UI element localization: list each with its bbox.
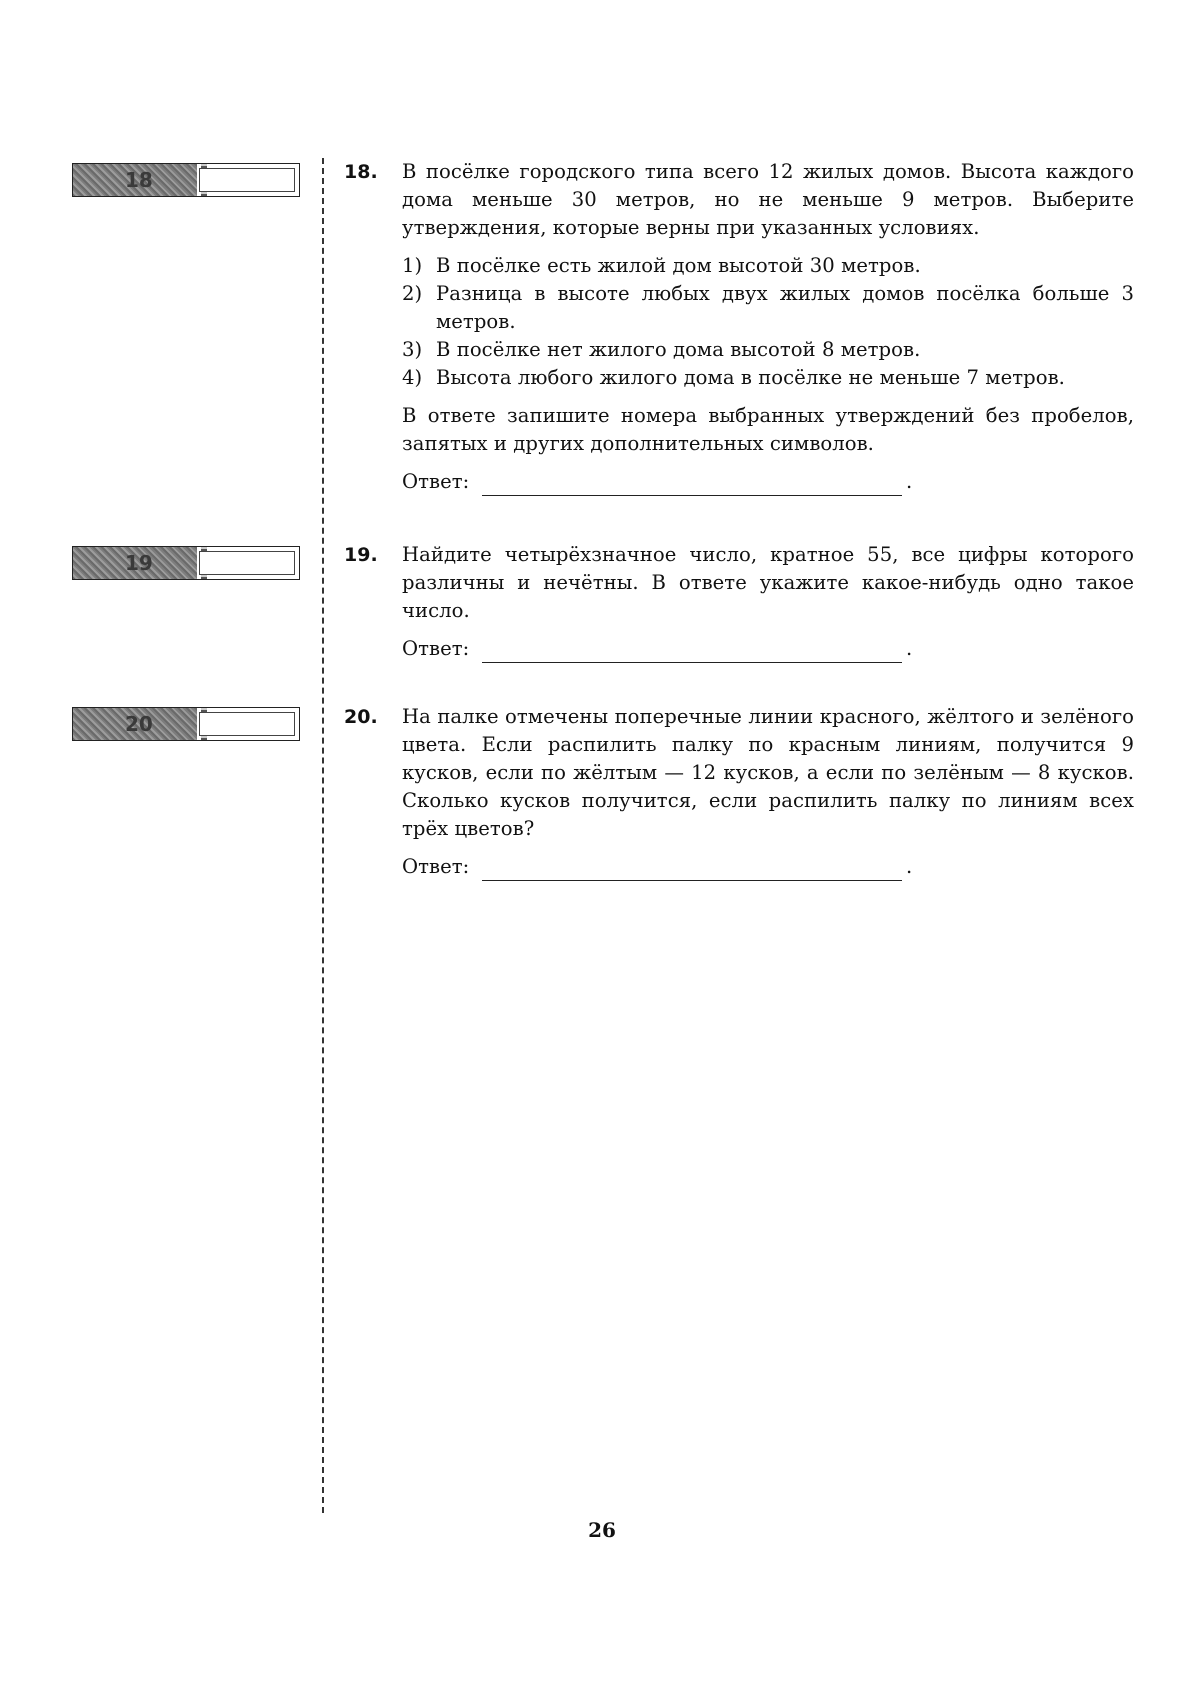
- task-number: 20.: [344, 706, 378, 728]
- answer-box-number: 19: [125, 551, 153, 575]
- answer-label: Ответ:: [402, 470, 470, 493]
- option-number: 2): [402, 282, 423, 305]
- task-18: [344, 158, 1134, 496]
- answer-box-19: [72, 546, 300, 580]
- answer-box-cell[interactable]: [199, 712, 295, 736]
- task-text: В посёлке городского типа всего 12 жилых домов. Высота каждого дома меньше 30 метров, но не меньше 9 метров. Выберите утверждения, которые верны при указанных условиях.: [402, 160, 1134, 239]
- task-instruction: В ответе запишите номера выбранных утверждений без пробелов, запятых и других дополнительных символов.: [402, 404, 1134, 455]
- task-number: 18.: [344, 161, 378, 183]
- answer-input[interactable]: [482, 636, 902, 663]
- answer-row: Ответ: .: [402, 853, 1134, 881]
- answer-box-cell[interactable]: [199, 551, 295, 575]
- option-item: [402, 280, 1134, 336]
- answer-box-cell[interactable]: [199, 168, 295, 192]
- answer-row: Ответ: .: [402, 468, 1134, 496]
- task-19: [344, 541, 1134, 663]
- answer-row: Ответ: .: [402, 635, 1134, 663]
- options-list: [402, 252, 1134, 392]
- answer-box-shade: [73, 547, 197, 579]
- answer-box-shade: [73, 708, 197, 740]
- answer-label: Ответ:: [402, 637, 470, 660]
- option-text: В посёлке нет жилого дома высотой 8 метров.: [436, 338, 921, 361]
- option-text: Высота любого жилого дома в посёлке не меньше 7 метров.: [436, 366, 1065, 389]
- cut-line: [322, 158, 324, 1513]
- answer-input[interactable]: [482, 469, 902, 496]
- task-20: [344, 703, 1134, 881]
- page-number: 26: [588, 1518, 616, 1542]
- answer-box-20: [72, 707, 300, 741]
- task-number: 19.: [344, 544, 378, 566]
- answer-box-number: 18: [125, 168, 153, 192]
- option-item: [402, 252, 1134, 280]
- answer-input[interactable]: [482, 854, 902, 881]
- option-text: Разница в высоте любых двух жилых домов посёлка больше 3 метров.: [436, 282, 1134, 333]
- answer-box-number: 20: [125, 712, 153, 736]
- task-text: На палке отмечены поперечные линии красного, жёлтого и зелёного цвета. Если распилить палку по красным линиям, получится 9 кусков, если по жёлтым — 12 кусков, а если по зелёным — 8 кусков. Сколько кусков получится, если распилить палку по линиям всех трёх цветов?: [402, 705, 1134, 840]
- option-text: В посёлке есть жилой дом высотой 30 метров.: [436, 254, 921, 277]
- answer-label: Ответ:: [402, 855, 470, 878]
- option-item: [402, 364, 1134, 392]
- answer-box-shade: [73, 164, 197, 196]
- option-number: 4): [402, 366, 423, 389]
- option-number: 3): [402, 338, 423, 361]
- task-text: Найдите четырёхзначное число, кратное 55, все цифры которого различны и нечётны. В ответе укажите какое-нибудь одно такое число.: [402, 543, 1134, 622]
- option-item: [402, 336, 1134, 364]
- option-number: 1): [402, 254, 423, 277]
- answer-box-18: [72, 163, 300, 197]
